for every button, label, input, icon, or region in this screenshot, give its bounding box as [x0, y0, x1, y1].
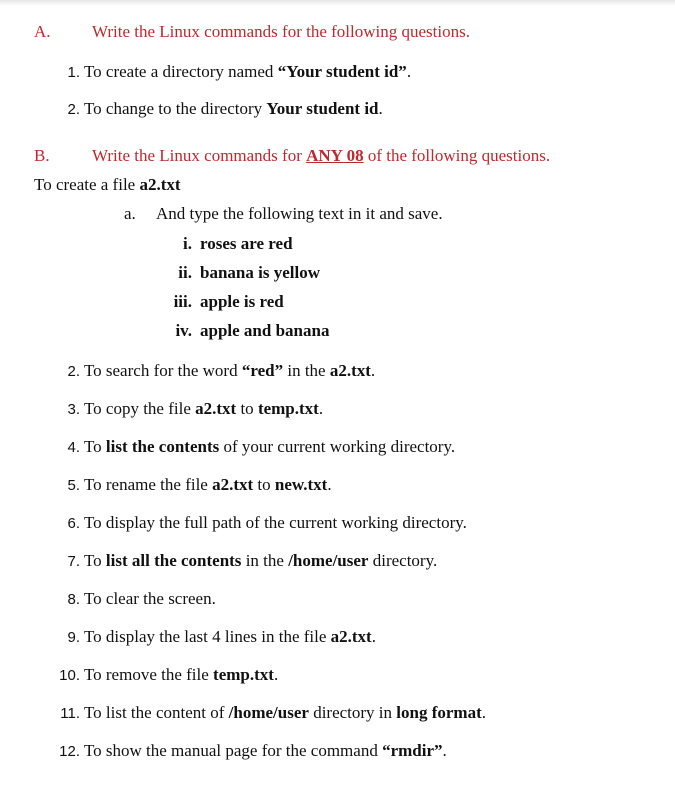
item-bold-text: “red” — [241, 361, 284, 380]
item-text-mid: in the — [283, 361, 330, 380]
list-item — [52, 399, 323, 420]
item-text-mid: . — [371, 627, 376, 646]
first-item — [34, 175, 181, 195]
list-item — [52, 589, 216, 610]
roman-item — [158, 234, 293, 254]
roman-text: roses are red — [200, 234, 293, 253]
item-bold-text: a2.txt — [212, 475, 254, 494]
roman-number: iii. — [173, 292, 192, 311]
item-number: 11. — [60, 705, 80, 722]
item-text: To create a file — [34, 175, 140, 194]
section-b-heading — [34, 146, 550, 166]
list-item — [52, 665, 278, 686]
item-bold-text: a2.txt — [330, 627, 372, 646]
list-item — [52, 703, 486, 724]
item-bold-text-2: a2.txt — [329, 361, 371, 380]
list-item — [62, 99, 383, 120]
item-text-mid: . — [442, 741, 447, 760]
item-text: To show the manual page for the command — [83, 741, 383, 760]
item-text: To — [83, 551, 106, 570]
item-bold-text-2: /home/user — [288, 551, 369, 570]
item-bold-text: Your student id — [266, 99, 379, 118]
item-text-end: . — [378, 99, 383, 118]
item-text: To create a directory named — [83, 62, 278, 81]
item-text: To clear the screen. — [83, 589, 216, 608]
item-text-end: . — [370, 361, 376, 380]
item-text: To copy the file — [83, 399, 196, 418]
item-text-end: directory. — [368, 551, 438, 570]
item-number: 9. — [67, 629, 80, 646]
list-item — [52, 741, 447, 762]
item-text-mid: of your current working directory. — [219, 437, 456, 456]
item-bold-text: list all the contents — [105, 551, 242, 570]
roman-item — [158, 321, 329, 341]
item-number: 2. — [67, 363, 80, 380]
item-number: 8. — [67, 591, 80, 608]
item-text-mid: . — [273, 665, 279, 684]
item-text: To remove the file — [83, 665, 214, 684]
list-item — [62, 62, 411, 83]
section-b-letter: B. — [34, 146, 50, 165]
roman-item — [158, 263, 320, 283]
roman-item — [158, 292, 284, 312]
item-number: 12. — [59, 743, 80, 760]
item-text-end: . — [318, 399, 324, 418]
item-bold-text-2: long format — [396, 703, 482, 722]
sub-item-label: a. — [124, 204, 136, 223]
item-text: To list the content of — [83, 703, 229, 722]
item-number: 5. — [67, 477, 80, 494]
item-number: 7. — [67, 553, 80, 570]
list-item — [52, 437, 455, 458]
item-bold-text: a2.txt — [195, 399, 237, 418]
roman-number: ii. — [178, 263, 192, 282]
item-bold-text: temp.txt — [213, 665, 274, 684]
item-text-end: . — [481, 703, 486, 722]
roman-number: i. — [183, 234, 192, 253]
item-number: 1. — [67, 64, 80, 81]
item-number: 10. — [59, 667, 80, 684]
list-item — [52, 361, 375, 382]
item-text: To search for the word — [83, 361, 242, 380]
section-a-heading — [34, 22, 470, 42]
item-number: 3. — [67, 401, 80, 418]
item-bold-text: “rmdir” — [382, 741, 443, 760]
item-bold-text: list the contents — [105, 437, 220, 456]
item-text: To rename the file — [83, 475, 213, 494]
item-text-mid: to — [236, 399, 258, 418]
list-item — [52, 475, 332, 496]
item-text-end: . — [406, 62, 412, 81]
item-bold-text: a2.txt — [139, 175, 181, 194]
roman-text: banana is yellow — [200, 263, 320, 282]
list-item — [52, 627, 376, 648]
list-item — [52, 513, 467, 534]
item-text: To change to the directory — [83, 99, 267, 118]
item-text: To display the full path of the current working directory. — [83, 513, 467, 532]
section-a-title: Write the Linux commands for the following questions. — [92, 22, 470, 41]
section-b-title-emphasis: ANY 08 — [306, 146, 364, 165]
section-b-title-start: Write the Linux commands for — [92, 146, 307, 165]
item-text-end: . — [327, 475, 332, 494]
roman-text: apple and banana — [200, 321, 330, 340]
item-bold-text-2: temp.txt — [257, 399, 319, 418]
item-text-mid: in the — [241, 551, 289, 570]
section-a-letter: A. — [34, 22, 51, 41]
item-bold-text: /home/user — [228, 703, 309, 722]
top-shadow — [0, 0, 675, 6]
roman-number: iv. — [175, 321, 192, 340]
section-b-title-end: of the following questions. — [363, 146, 551, 165]
item-text-mid: to — [253, 475, 275, 494]
item-text: To display the last 4 lines in the file — [83, 627, 331, 646]
sub-item-text: And type the following text in it and save. — [156, 204, 443, 223]
sub-item-a — [124, 204, 443, 224]
roman-text: apple is red — [200, 292, 284, 311]
item-number: 4. — [67, 439, 80, 456]
list-item — [52, 551, 437, 572]
item-number: 2. — [67, 101, 80, 118]
item-bold-text-2: new.txt — [274, 475, 328, 494]
item-bold-text: “Your student id” — [277, 62, 407, 81]
item-text-mid: directory in — [308, 703, 397, 722]
item-text: To — [83, 437, 106, 456]
item-number: 6. — [67, 515, 80, 532]
